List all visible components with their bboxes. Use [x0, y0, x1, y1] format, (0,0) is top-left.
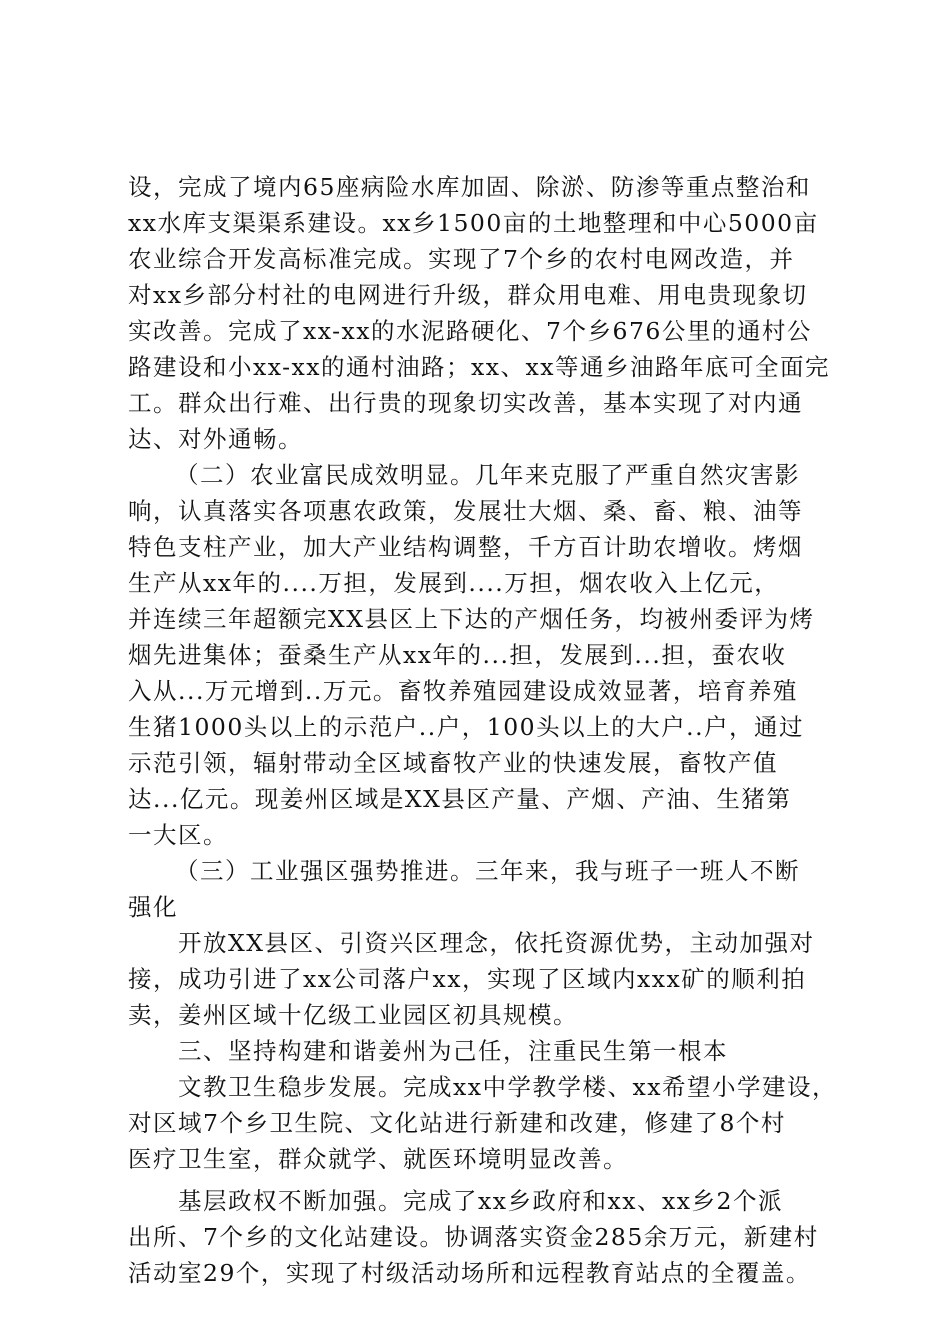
text-line: 活动室29个，实现了村级活动场所和远程教育站点的全覆盖。	[128, 1259, 811, 1287]
section-heading: （三）工业强区强势推进。三年来，我与班子一班人不断	[175, 857, 800, 885]
text-line: 文教卫生稳步发展。完成xx中学教学楼、xx希望小学建设，	[178, 1073, 838, 1101]
text-line: 对xx乡部分村社的电网进行升级，群众用电难、用电贵现象切	[128, 281, 808, 309]
text-line: 开放XX县区、引资兴区理念，依托资源优势，主动加强对	[178, 929, 815, 957]
text-line: 并连续三年超额完XX县区上下达的产烟任务，均被州委评为烤	[128, 605, 815, 633]
section-heading: 三、坚持构建和谐姜州为己任，注重民生第一根本	[178, 1037, 728, 1065]
text-line: 入从...万元增到..万元。畜牧养殖园建设成效显著，培育养殖	[128, 677, 798, 705]
text-line: 接，成功引进了xx公司落户xx，实现了区域内xxx矿的顺利拍	[128, 965, 807, 993]
text-line: 医疗卫生室，群众就学、就医环境明显改善。	[128, 1145, 628, 1173]
text-line: 对区域7个乡卫生院、文化站进行新建和改建，修建了8个村	[128, 1109, 786, 1137]
text-line: 特色支柱产业，加大产业结构调整，千方百计助农增收。烤烟	[128, 533, 803, 561]
text-line: 工。群众出行难、出行贵的现象切实改善，基本实现了对内通	[128, 389, 803, 417]
text-line: 农业综合开发高标准完成。实现了7个乡的农村电网改造，并	[128, 245, 795, 273]
text-line: 达、对外通畅。	[128, 425, 303, 453]
text-line: 示范引领，辐射带动全区域畜牧产业的快速发展，畜牧产值	[128, 749, 778, 777]
text-line: 基层政权不断加强。完成了xx乡政府和xx、xx乡2个派	[178, 1187, 783, 1215]
text-line: 响，认真落实各项惠农政策，发展壮大烟、桑、畜、粮、油等	[128, 497, 803, 525]
text-line: xx水库支渠渠系建设。xx乡1500亩的土地整理和中心5000亩	[128, 209, 819, 237]
text-line: 生产从xx年的....万担，发展到....万担，烟农收入上亿元，	[128, 569, 780, 597]
text-line: 路建设和小xx-xx的通村油路；xx、xx等通乡油路年底可全面完	[128, 353, 831, 381]
text-line: 强化	[128, 893, 178, 921]
text-line: 设，完成了境内65座病险水库加固、除淤、防渗等重点整治和	[128, 173, 811, 201]
text-line: 烟先进集体；蚕桑生产从xx年的...担，发展到...担，蚕农收	[128, 641, 787, 669]
text-line: 实改善。完成了xx-xx的水泥路硬化、7个乡676公里的通村公	[128, 317, 812, 345]
text-line: 出所、7个乡的文化站建设。协调落实资金285余万元，新建村	[128, 1223, 819, 1251]
text-line: 生猪1000头以上的示范户..户，100头以上的大户..户，通过	[128, 713, 805, 741]
section-heading: （二）农业富民成效明显。几年来克服了严重自然灾害影	[175, 461, 800, 489]
text-line: 一大区。	[128, 821, 228, 849]
text-line: 达...亿元。现姜州区域是XX县区产量、产烟、产油、生猪第	[128, 785, 792, 813]
text-line: 卖，姜州区域十亿级工业园区初具规模。	[128, 1001, 578, 1029]
